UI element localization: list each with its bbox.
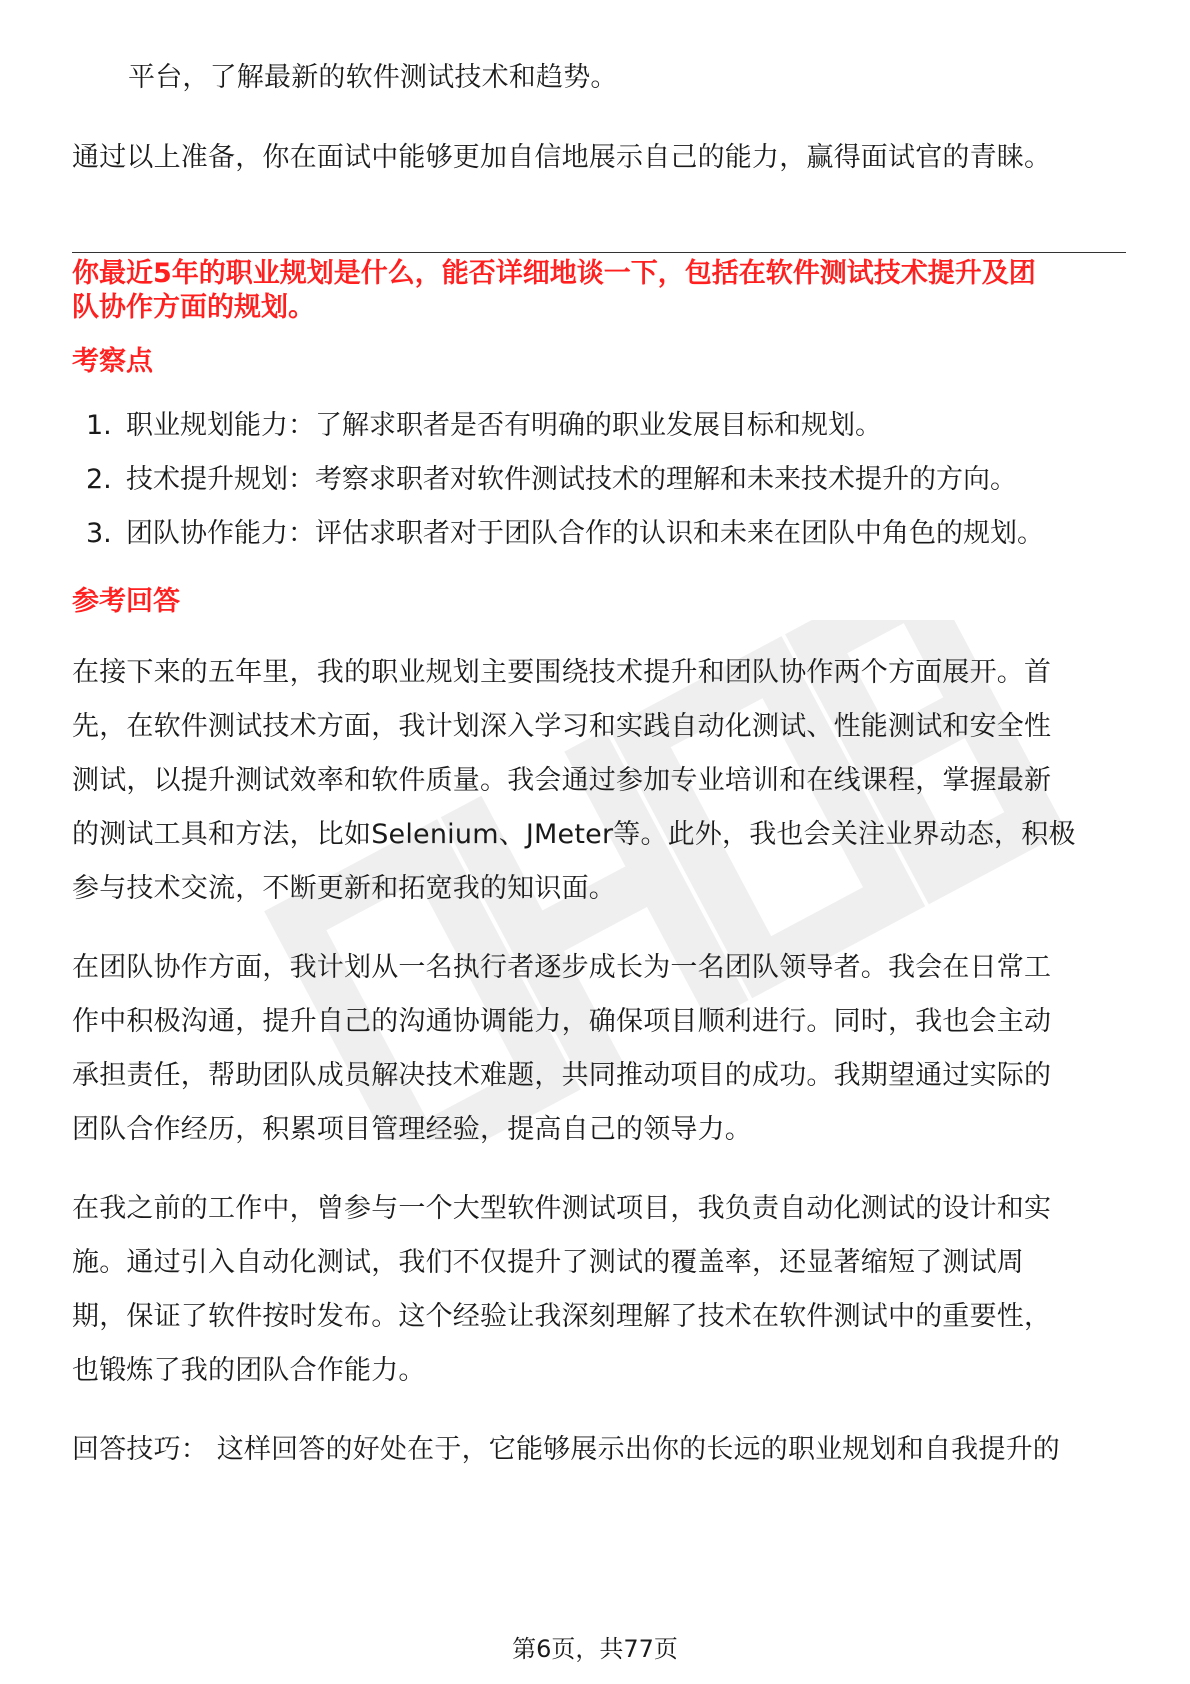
answer-paragraph3-line: 施。通过引入自动化测试，我们不仅提升了测试的覆盖率，还显著缩短了测试周 [72, 1247, 1024, 1278]
list-number: 1. [86, 410, 112, 441]
answer-paragraph1-line: 先，在软件测试技术方面，我计划深入学习和实践自动化测试、性能测试和安全性 [72, 711, 1052, 742]
page-number-footer: 第6页，共77页 [512, 1635, 678, 1663]
answer-paragraph1-line: 参与技术交流，不断更新和拓宽我的知识面。 [72, 873, 616, 904]
section-divider [72, 252, 1126, 253]
answer-paragraph3-line: 期，保证了软件按时发布。这个经验让我深刻理解了技术在软件测试中的重要性， [72, 1301, 1052, 1332]
question-title-line2: 队协作方面的规划。 [72, 292, 315, 323]
assessment-list-item [86, 516, 1044, 552]
assessment-list-item [86, 462, 1017, 498]
list-number: 2. [86, 464, 112, 495]
answer-paragraph3-line: 在我之前的工作中，曾参与一个大型软件测试项目，我负责自动化测试的设计和实 [72, 1193, 1052, 1224]
list-text: 职业规划能力：了解求职者是否有明确的职业发展目标和规划。 [126, 410, 882, 441]
answer-paragraph1-line: 的测试工具和方法，比如Selenium、JMeter等。此外，我也会关注业界动态，积极 [72, 819, 1076, 850]
intro-continuation-text: 平台，了解最新的软件测试技术和趋势。 [128, 62, 618, 93]
assessment-list-item [86, 408, 882, 444]
question-title-line1: 你最近5年的职业规划是什么，能否详细地谈一下，包括在软件测试技术提升及团 [72, 258, 1036, 289]
answer-paragraph2-line: 团队合作经历，积累项目管理经验，提高自己的领导力。 [72, 1114, 752, 1145]
answer-paragraph3-line: 也锻炼了我的团队合作能力。 [72, 1355, 426, 1386]
list-number: 3. [86, 518, 112, 549]
assessment-heading: 考察点 [72, 346, 153, 377]
list-text: 技术提升规划：考察求职者对软件测试技术的理解和未来技术提升的方向。 [126, 464, 1017, 495]
answer-paragraph1-line: 在接下来的五年里，我的职业规划主要围绕技术提升和团队协作两个方面展开。首 [72, 657, 1052, 688]
answer-paragraph1-line: 测试，以提升测试效率和软件质量。我会通过参加专业培训和在线课程，掌握最新 [72, 765, 1052, 796]
answer-tips-line: 回答技巧： 这样回答的好处在于，它能够展示出你的长远的职业规划和自我提升的 [72, 1434, 1060, 1465]
answer-paragraph2-line: 作中积极沟通，提升自己的沟通协调能力，确保项目顺利进行。同时，我也会主动 [72, 1006, 1052, 1037]
answer-paragraph2-line: 在团队协作方面，我计划从一名执行者逐步成长为一名团队领导者。我会在日常工 [72, 952, 1052, 983]
intro-summary-text: 通过以上准备，你在面试中能够更加自信地展示自己的能力，赢得面试官的青睐。 [72, 142, 1052, 173]
list-text: 团队协作能力：评估求职者对于团队合作的认识和未来在团队中角色的规划。 [126, 518, 1044, 549]
answer-paragraph2-line: 承担责任，帮助团队成员解决技术难题，共同推动项目的成功。我期望通过实际的 [72, 1060, 1052, 1091]
answer-heading: 参考回答 [72, 586, 180, 617]
